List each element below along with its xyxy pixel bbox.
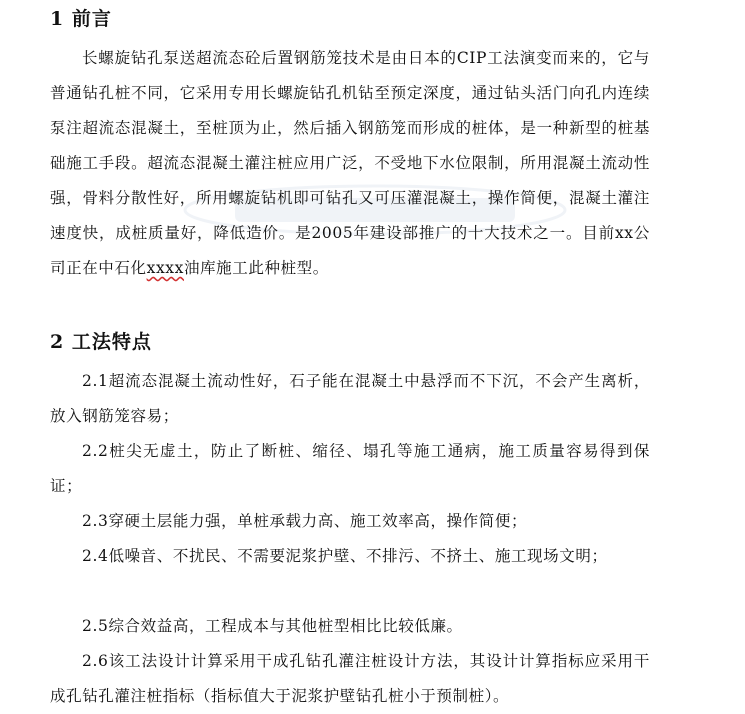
feature-item: 2.6该工法设计计算采用干成孔钻孔灌注桩设计方法，其设计计算指标应采用干成孔钻孔灌注桩指标（指标值大于泥浆护壁钻孔桩小于预制桩）。 — [50, 652, 650, 705]
preface-text-end: 油库施工此种桩型。 — [183, 259, 329, 277]
feature-item: 2.4低噪音、不扰民、不需要泥浆护壁、不排污、不挤土、施工现场文明； — [82, 547, 608, 565]
section-title-method-features: 2 工法特点 — [50, 331, 152, 353]
preface-text: 长螺旋钻孔泵送超流态砼后置钢筋笼技术是由日本的CIP工法演变而来的，它与普通钻孔桩不同，它采用专用长螺旋钻孔机钻至预定深度，通过钻头活门向孔内连续泵注超流态混凝土，至桩顶为止，然后插入钢筋笼而形成的桩体，是一种新型的桩基础施工手段。超流态混凝土灌注桩应用广泛，不受地下水位限制，所用混凝土流动性强，骨料分散性好，所用螺旋钻机即可钻孔又可压灌混凝土，操作简便，混凝土灌注速度快，成桩质量好，降低造价。是2005年建设部推广的十大技术之一。目前xx公司正在中石化 — [50, 49, 650, 277]
feature-item: 2.1超流态混凝土流动性好，石子能在混凝土中悬浮而不下沉，不会产生离析，放入钢筋笼容易； — [50, 372, 650, 425]
spellcheck-flagged-word: xxxx — [146, 259, 184, 277]
feature-item: 2.3穿硬土层能力强，单桩承载力高、施工效率高，操作简便； — [82, 512, 528, 530]
feature-item: 2.2桩尖无虚土，防止了断桩、缩径、塌孔等施工通病，施工质量容易得到保证； — [50, 442, 650, 495]
section-title-preface: 1 前言 — [50, 8, 112, 30]
preface-paragraph — [50, 41, 650, 286]
feature-item: 2.5综合效益高，工程成本与其他桩型相比比较低廉。 — [82, 617, 463, 635]
